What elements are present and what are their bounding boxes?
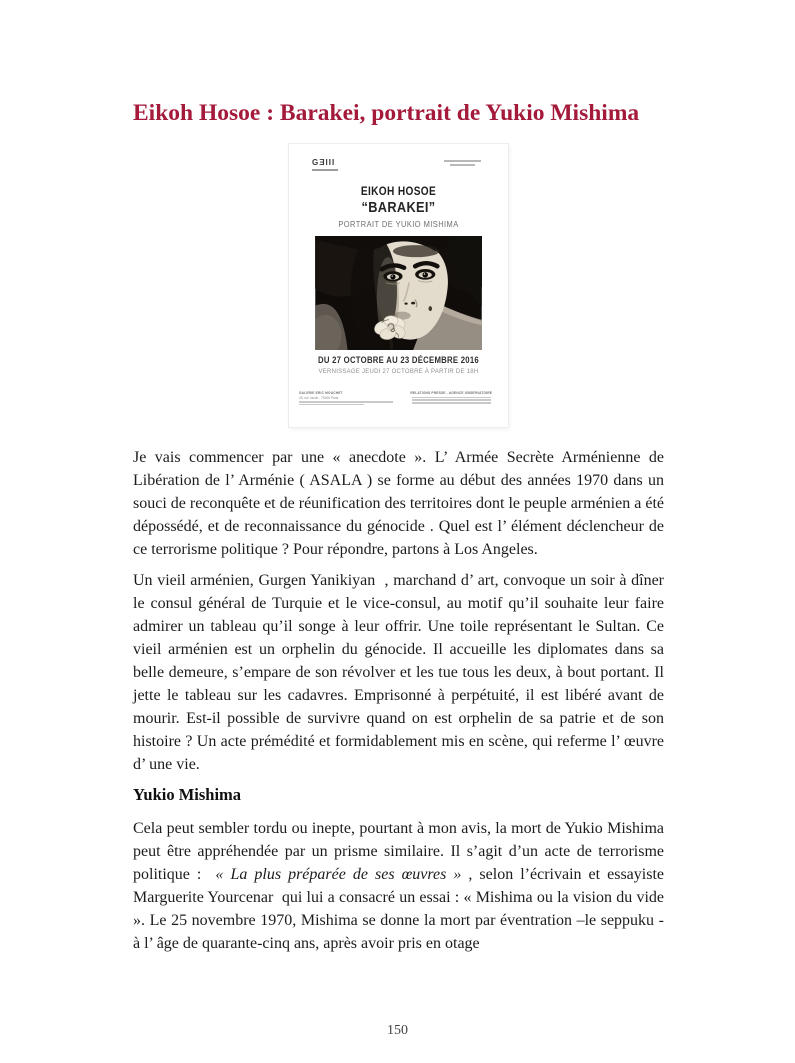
colophon-right-column (404, 391, 498, 405)
section-heading-yukio-mishima: Yukio Mishima (133, 785, 242, 804)
text-column (133, 98, 664, 963)
paragraph-yanikiyan: Un vieil arménien, Gurgen Yanikiyan , marchand d’ art, convoque un soir à dîner le consul général de Turquie et le vice-consul, au motif qu’il souhaite leur faire admirer un tableau qu’il songe à leur offrir. Une toile représentant le Sultan. Ce vieil arménien est un orphelin du génocide. Il accueille les diplomates dans sa belle demeure, s’empare de son révolver et les tue tous les deux, à bout portant. Il jette le tableau sur les cadavres. Emprisonné à perpétuité, il est libéré avant de mourir. Est-il possible de survivre quand on est orphelin de sa patrie et de son histoire ? Un acte prémédité et formidablement mis en scène, qui referme l’ œuvre d’ une vie. (133, 572, 664, 773)
gallery-logo-text: GƎIII (312, 158, 336, 167)
gallery-name: GALERIE ERIC MOUCHET (299, 391, 343, 395)
gallery-logo (312, 159, 338, 171)
fine-print-line (412, 402, 491, 404)
paragraph-mishima (133, 817, 664, 955)
poster-colophon (299, 391, 498, 405)
paragraph-mishima-after: , selon l’écrivain et essayiste Marguerite Yourcenar qui lui a consacré un essai : « Mishima ou la vision du vide ». Le 25 novembre 1970, Mishima se donne la mort par éventration –le seppuku - à l’ âge de quarante-cinq ans, après avoir pris en otage (133, 866, 665, 952)
poster-dates: DU 27 OCTOBRE AU 23 DÉCEMBRE 2016 (317, 355, 480, 365)
mishima-portrait-photo (315, 236, 482, 350)
gallery-logo-subline (312, 169, 338, 171)
fine-print-line (450, 164, 476, 166)
fine-print-line (412, 399, 491, 401)
fine-print-line (444, 160, 481, 162)
colophon-left-column (299, 391, 393, 405)
paragraph-mishima-before: Cela peut sembler tordu ou inepte, pourtant à mon avis, la mort de Yukio Mishima peut être appréhendée par un prisme similaire. Il s’agit d’un acte de terrorisme politique : (133, 820, 664, 883)
fine-print-line (299, 404, 364, 406)
poster-subtitle: PORTRAIT DE YUKIO MISHIMA (338, 219, 459, 229)
page-number: 150 (387, 1023, 408, 1038)
press-note-fineprint (444, 160, 481, 168)
photo-cheek-shadow (429, 306, 433, 311)
fine-print-line (299, 401, 393, 403)
page-title: Eikoh Hosoe : Barakei, portrait de Yukio Mishima (133, 100, 640, 126)
fine-print-line (412, 397, 491, 399)
press-contact-title: RELATIONS PRESSE - AGENCE OBSERVATOIRE (410, 391, 493, 395)
italic-quote: « La plus préparée de ses œuvres » (215, 866, 462, 883)
exhibition-poster (289, 144, 508, 427)
paragraph-anecdote: Je vais commencer par une « anecdote ». L’ Armée Secrète Arménienne de Libération de l’ Arménie ( ASALA ) se forme au début des années 1970 dans un souci de reconquête et de réunification des territoires dont le peuple arménien a été dépossédé, et de reconnaissance du génocide . Quel est l’ élément déclencheur de ce terrorisme politique ? Pour répondre, partons à Los Angeles. (133, 449, 664, 558)
poster-vernissage: VERNISSAGE JEUDI 27 OCTOBRE À PARTIR DE 18H (318, 368, 479, 375)
gallery-address: 45, rue Jacob - 75006 Paris (299, 395, 339, 400)
poster-artist-name: EIKOH HOSOE (360, 186, 437, 198)
poster-work-title: “BARAKEI” (361, 200, 436, 216)
